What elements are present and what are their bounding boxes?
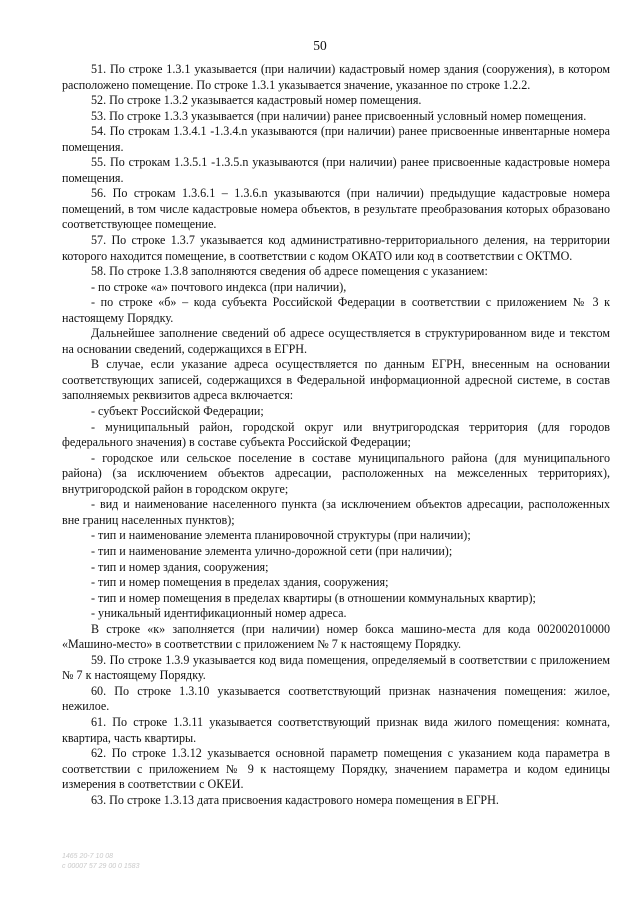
stamp-line: с 00007 57 29 00 0 1583 <box>62 863 140 870</box>
document-stamp <box>62 852 139 872</box>
list-item: - тип и номер здания, сооружения; <box>91 559 269 574</box>
paragraph-54: 54. По строкам 1.3.4.1 -1.3.4.n указываются (при наличии) ранее присвоенные инвентарные номера помещения. <box>62 124 610 154</box>
paragraph-52: 52. По строке 1.3.2 указывается кадастровый номер помещения. <box>91 93 422 108</box>
paragraph-61: 61. По строке 1.3.11 указывается соответствующий признак вида жилого помещения: комната, квартира, часть квартиры. <box>62 714 610 745</box>
paragraph-63: 63. По строке 1.3.13 дата присвоения кадастрового номера помещения в ЕГРН. <box>91 792 499 807</box>
list-item: - тип и наименование элемента планировочной структуры (при наличии); <box>91 528 471 543</box>
paragraph-text: В строке «к» заполняется (при наличии) номер бокса машино-места для кода 002002010000 «Машино-место» в соответствии с приложением № 7 к настоящему Порядку. <box>62 621 610 652</box>
stamp-line: 1465 20-7 10 08 <box>62 853 113 860</box>
list-item: - по строке «б» – кода субъекта Российской Федерации в соответствии с приложением № 3 к настоящему Порядку. <box>62 295 610 325</box>
list-item: - тип и номер помещения в пределах квартиры (в отношении коммунальных квартир); <box>91 590 536 605</box>
list-item: - уникальный идентификационный номер адреса. <box>91 606 347 621</box>
list-item: - тип и номер помещения в пределах здания, сооружения; <box>91 575 389 590</box>
list-item: - вид и наименование населенного пункта (за исключением объектов адресации, расположенных вне границ населенных пунктов); <box>62 497 610 527</box>
document-body <box>62 62 610 808</box>
paragraph-62: 62. По строке 1.3.12 указывается основной параметр помещения с указанием кода параметра в соответствии с приложением № 9 к настоящему Порядку, значением параметра и кодом единицы измерения в соответствии с ОКЕИ. <box>62 746 610 792</box>
list-item: - муниципальный район, городской округ или внутригородская территория (для городов федерального значения) в составе субъекта Российской Федерации; <box>62 419 610 450</box>
list-item: - городское или сельское поселение в составе муниципального района (для муниципального района) (за исключением объектов адресации, расположенных на межселенных территориях), внутригородской район в городском округе; <box>62 450 610 496</box>
list-item: - тип и наименование элемента улично-дорожной сети (при наличии); <box>91 543 453 558</box>
paragraph-57: 57. По строке 1.3.7 указывается код административно-территориального деления, на территории которого находится помещение, в соответствии с кодом ОКАТО или код в соответствии с ОКТМО. <box>62 233 610 263</box>
paragraph-58: 58. По строке 1.3.8 заполняются сведения об адресе помещения с указанием: <box>91 264 488 279</box>
paragraph-55: 55. По строкам 1.3.5.1 -1.3.5.n указываются (при наличии) ранее присвоенные кадастровые номера помещения. <box>62 155 610 185</box>
list-item: - субъект Российской Федерации; <box>91 404 264 419</box>
paragraph-53: 53. По строке 1.3.3 указывается (при наличии) ранее присвоенный условный номер помещения. <box>91 108 587 123</box>
page-number: 50 <box>313 38 327 53</box>
paragraph-56: 56. По строкам 1.3.6.1 – 1.3.6.n указываются (при наличии) предыдущие кадастровые номера помещений, в том числе кадастровые номера объектов, в результате преобразования которых образовано соответствующее помещение. <box>62 186 610 232</box>
paragraph-text: В случае, если указание адреса осуществляется по данным ЕГРН, внесенным на основании соответствующих записей, содержащихся в Федеральной информационной адресной системе, в состав заполняемых реквизитов адреса включается: <box>62 357 610 403</box>
list-item: - по строке «а» почтового индекса (при наличии), <box>91 279 347 294</box>
paragraph-60: 60. По строке 1.3.10 указывается соответствующий признак назначения помещения: жилое, нежилое. <box>62 683 610 714</box>
paragraph-59: 59. По строке 1.3.9 указывается код вида помещения, определяемый в соответствии с приложением № 7 к настоящему Порядку. <box>62 652 610 683</box>
paragraph-text: Дальнейшее заполнение сведений об адресе осуществляется в структурированном виде и текстом на основании сведений, содержащихся в ЕГРН. <box>62 326 610 356</box>
paragraph-51: 51. По строке 1.3.1 указывается (при наличии) кадастровый номер здания (сооружения), в котором расположено помещение. По строке 1.3.1 указывается значение, указанное по строке 1.2.2. <box>62 62 610 92</box>
